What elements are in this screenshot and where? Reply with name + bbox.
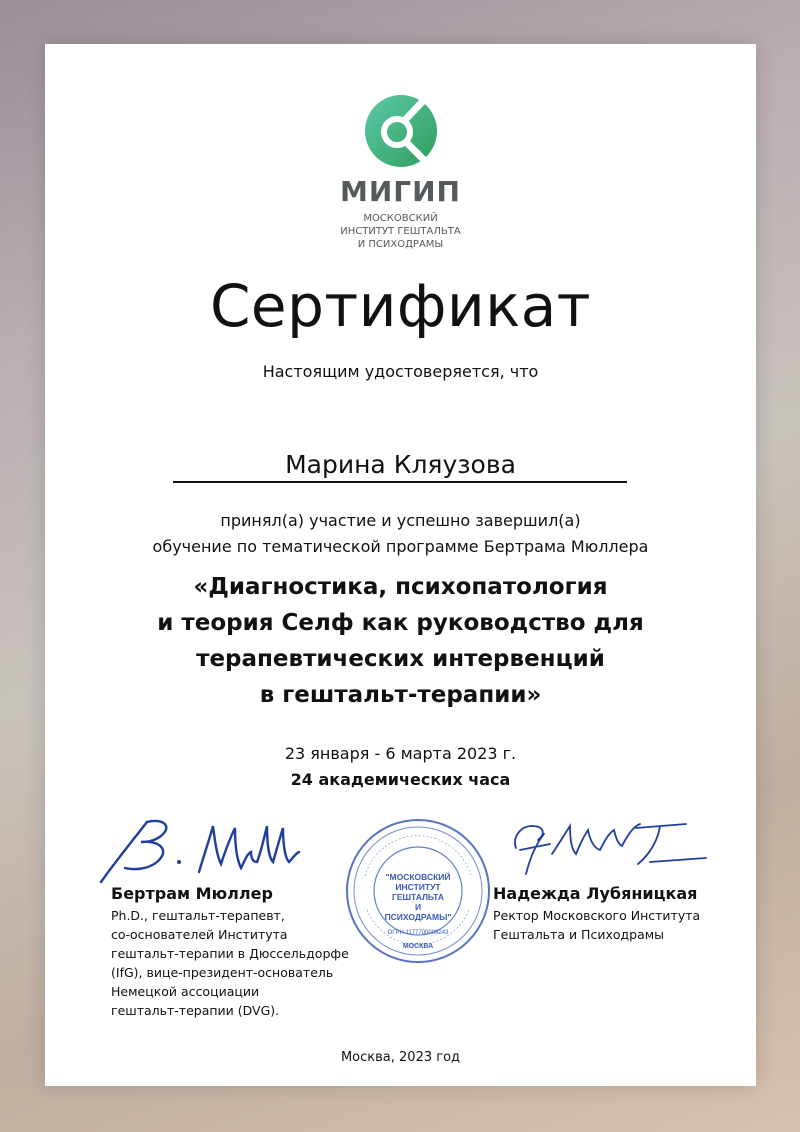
certificate-footer: Москва, 2023 год [340, 1050, 461, 1065]
role-line: Ректор Московского Института [493, 908, 701, 923]
program-dates: 23 января - 6 марта 2023 г. [284, 744, 517, 763]
signatory-left [111, 884, 349, 1020]
program-title [45, 569, 756, 713]
stamp-text-line: ПСИХОДРАМЫ" [384, 912, 452, 922]
signatory-name: Бертрам Мюллер [111, 884, 273, 903]
signature-mueller [95, 812, 305, 890]
recipient-underline [173, 481, 627, 483]
program-line: «Диагностика, психопатология [193, 574, 608, 600]
description-line: обучение по тематической программе Бертрама Мюллера [152, 537, 649, 556]
logo-name: МИГИП [339, 175, 461, 208]
certificate-page [45, 44, 756, 1086]
certificate-title: Сертификат [209, 272, 592, 340]
role-line: гештальт-терапии (DVG). [111, 1003, 280, 1018]
role-line: Ph.D., гештальт-терапевт, [111, 908, 285, 923]
migip-logo-icon [363, 93, 439, 169]
role-line: со-основателей Института [111, 927, 288, 942]
logo-subtitle [45, 212, 756, 251]
stamp-ogrn: ОГРН 1177700008243 [387, 930, 449, 936]
description-line: принял(а) участие и успешно завершил(а) [220, 511, 581, 530]
stamp-text-line: ИНСТИТУТ [395, 882, 441, 892]
role-line: Гештальта и Психодрамы [493, 927, 665, 942]
program-line: терапевтических интервенций [196, 646, 605, 672]
certificate-subtitle: Настоящим удостоверяется, что [262, 362, 539, 381]
stamp-text-line: И [414, 902, 422, 912]
logo-subtitle-line: И ПСИХОДРАМЫ [357, 239, 444, 250]
program-hours: 24 академических часа [290, 770, 511, 789]
logo-subtitle-line: ИНСТИТУТ ГЕШТАЛЬТА [340, 226, 461, 237]
signature-lubyanitskaya [510, 814, 710, 884]
role-line: гештальт-терапии в Дюссельдорфе [111, 946, 349, 961]
signatory-right [493, 884, 700, 944]
signatory-name: Надежда Лубяницкая [493, 884, 698, 903]
role-line: Немецкой ассоциации [111, 984, 260, 999]
stamp-city: МОСКВА [402, 943, 434, 950]
program-line: в гештальт-терапии» [259, 682, 542, 708]
logo-subtitle-line: МОСКОВСКИЙ [363, 213, 438, 224]
stamp-text-line: ГЕШТАЛЬТА [392, 892, 444, 902]
signatory-role [493, 906, 700, 944]
recipient-name: Марина Кляузова [285, 450, 516, 479]
signatory-role [111, 906, 349, 1020]
completion-description [45, 508, 756, 560]
role-line: (IfG), вице-президент-основатель [111, 965, 334, 980]
stamp-text-line: "МОСКОВСКИЙ [385, 872, 451, 882]
institute-stamp [343, 816, 493, 966]
program-line: и теория Селф как руководство для [157, 610, 644, 636]
